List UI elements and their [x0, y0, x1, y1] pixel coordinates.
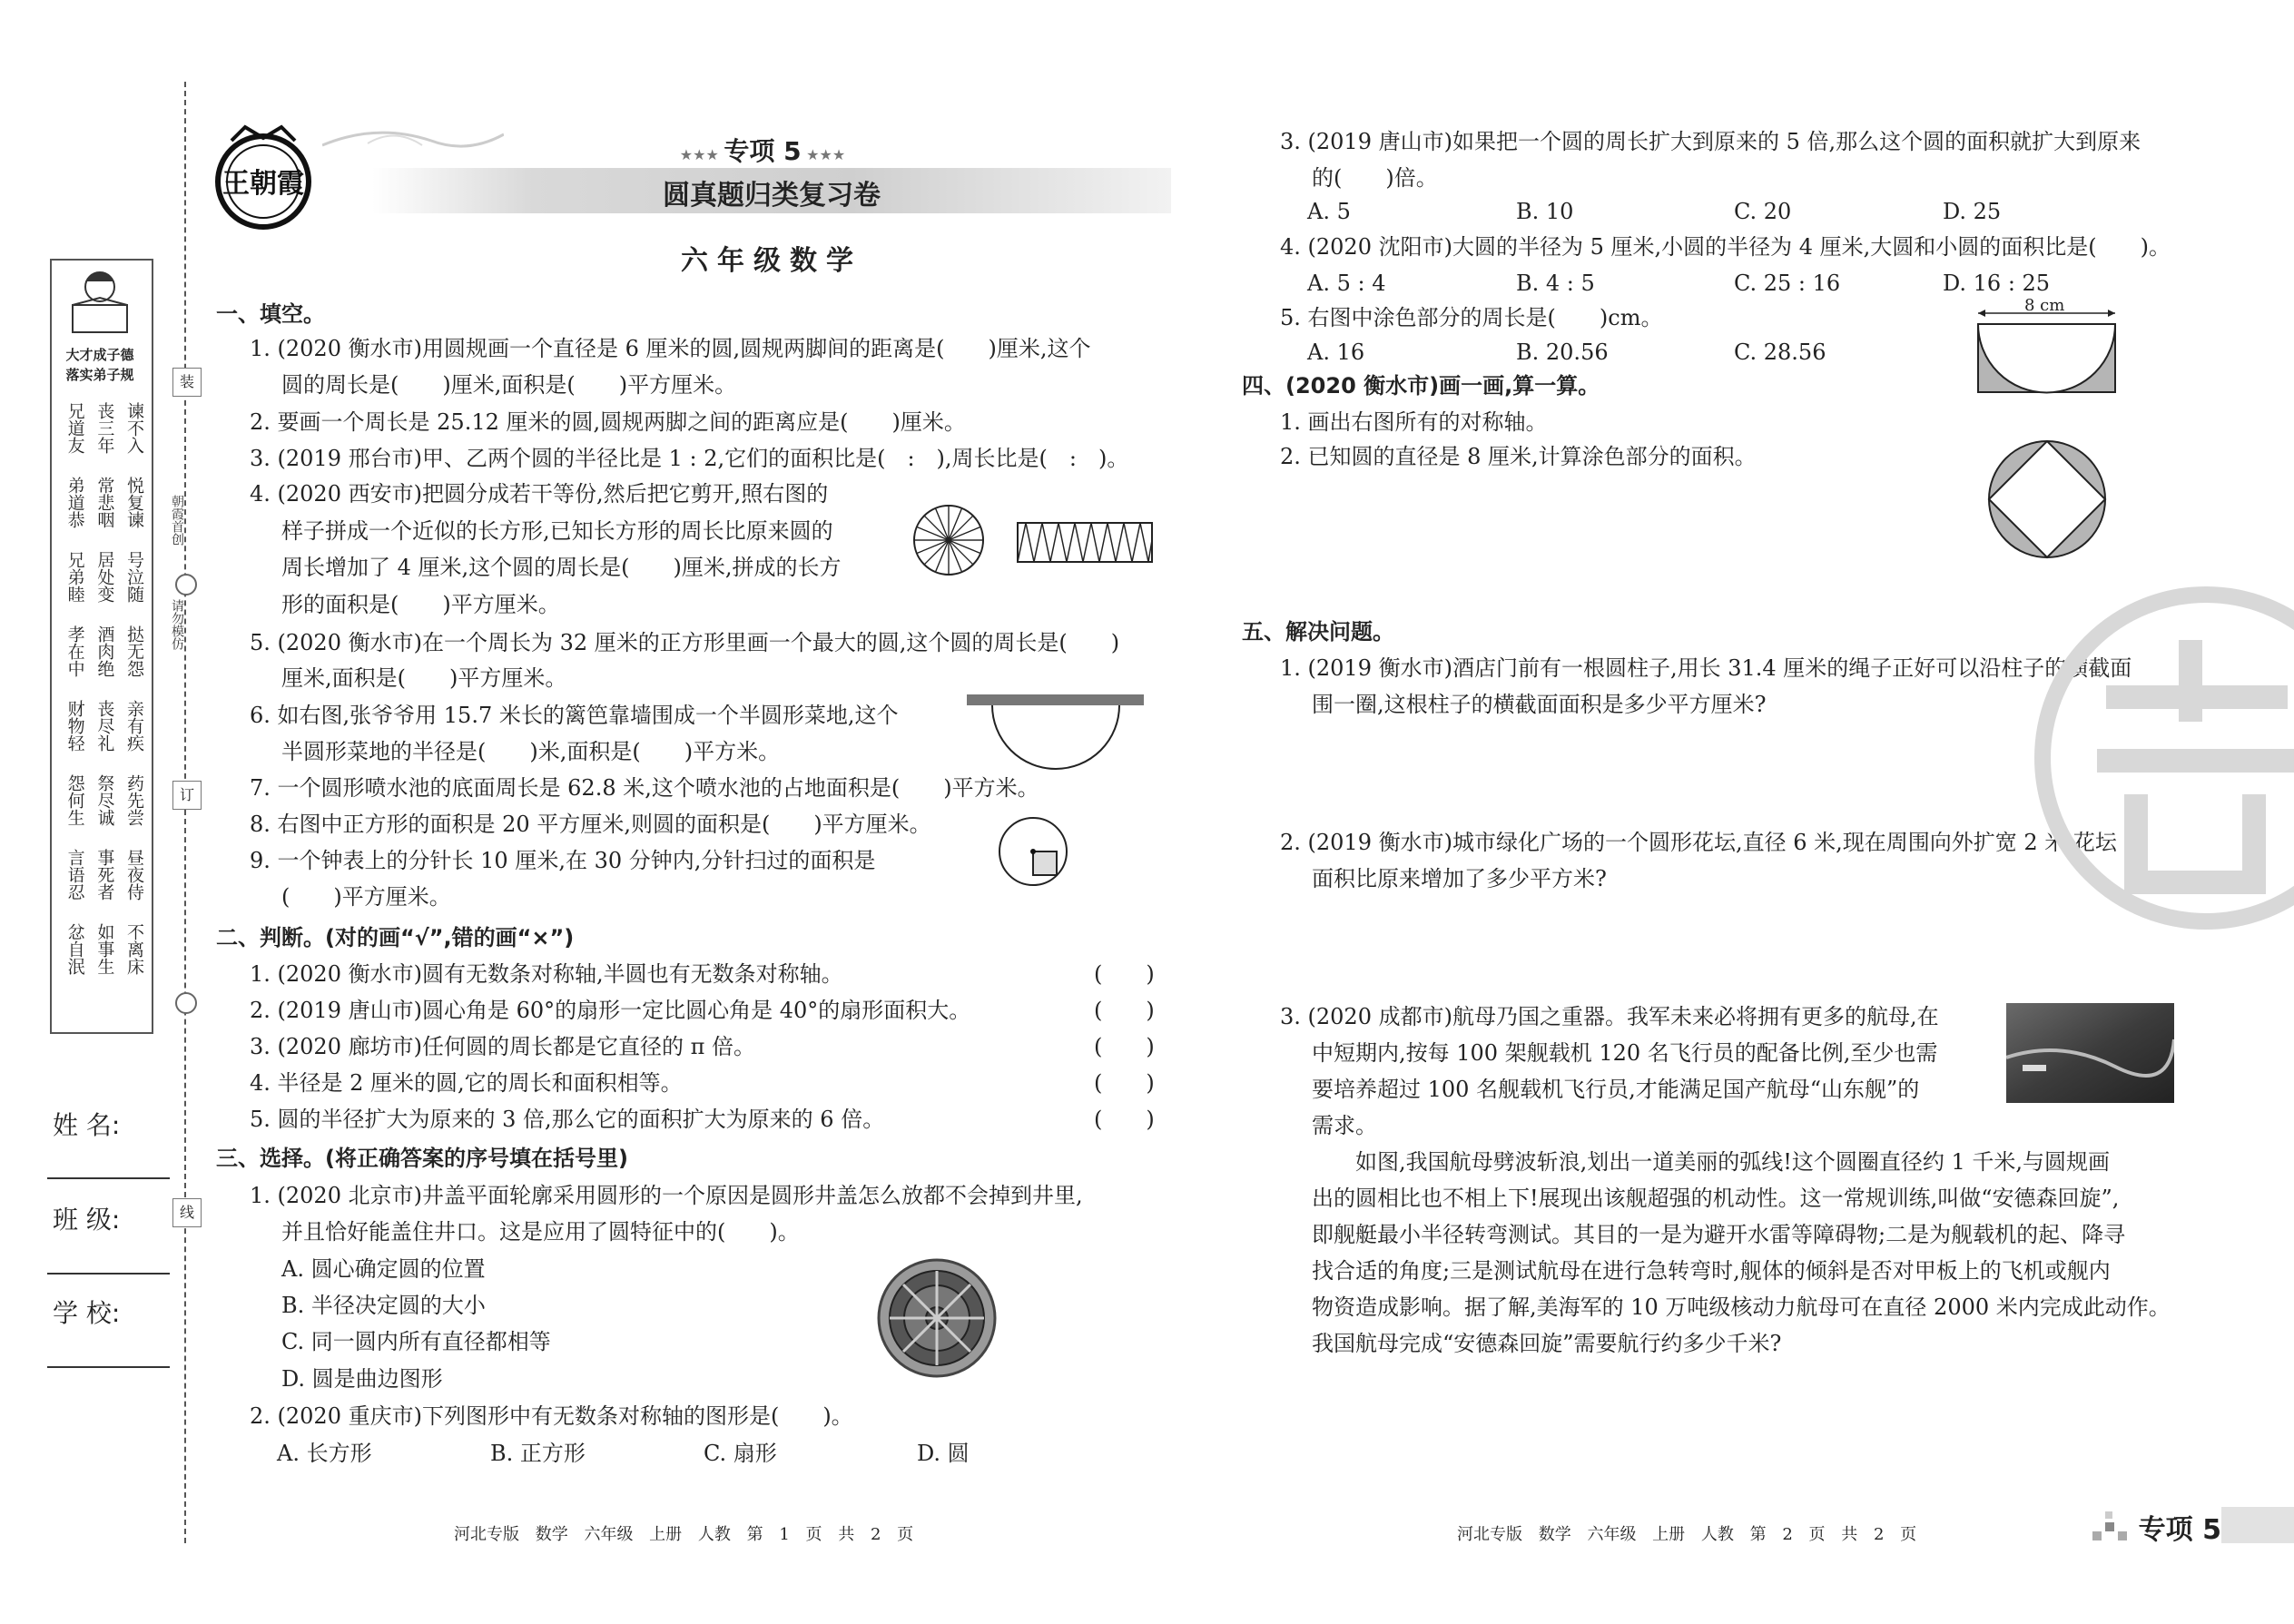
problem-line: 物资造成影响。据了解,美海军的 10 万吨级核动力航母可在直径 2000 米内完成此动作。 [1312, 1294, 2171, 1320]
secret-stamp-watermark [2024, 586, 2294, 967]
corner-dots-icon [2092, 1511, 2138, 1543]
brand-logo-icon [204, 118, 322, 236]
section-4-title: 四、(2020 衡水市)画一画,算一算。 [1242, 373, 1600, 399]
rule-phrase: 常悲咽 [94, 476, 115, 528]
problem-line: 3. (2020 成都市)航母乃国之重器。我军未来必将拥有更多的航母,在 [1280, 1004, 1939, 1029]
circle-inscribed-square-figure [1986, 438, 2109, 561]
rule-phrase: 丧尽礼 [94, 699, 115, 752]
fill-blank-line: 1. (2020 衡水市)用圆规画一个直径是 6 厘米的圆,圆规两脚间的距离是( )厘米,这个 [250, 336, 1091, 361]
choice-line: C. 同一圆内所有直径都相等 [281, 1329, 551, 1354]
problem-line: 即舰艇最小半径转弯测试。其目的一是为避开水雷等障碍物;二是为舰载机的起、降寻 [1312, 1222, 2126, 1247]
shaded-semicircle-figure [1974, 304, 2120, 395]
rule-phrase: 孝在中 [64, 625, 85, 677]
choice-option: C. 扇形 [704, 1441, 777, 1466]
choice-option: C. 25 : 16 [1734, 271, 1841, 296]
rule-phrase: 财物轻 [64, 699, 85, 752]
special-label-text: 专项 5 [724, 136, 802, 166]
choice-option: B. 正方形 [490, 1441, 586, 1466]
answer-parenthesis[interactable]: ( ) [1094, 961, 1155, 987]
rules-grid [56, 390, 145, 986]
rule-phrase: 亲有疾 [124, 699, 144, 752]
section-4-line-1: 1. 画出右图所有的对称轴。 [1280, 409, 1548, 435]
problem-line: 中短期内,按每 100 架舰载机 120 名飞行员的配备比例,至少也需 [1312, 1040, 1938, 1066]
fill-blank-line: 9. 一个钟表上的分针长 10 厘米,在 30 分钟内,分针扫过的面积是 [250, 848, 876, 873]
name-label: 姓 名: [53, 1110, 121, 1140]
problem-line: 需求。 [1312, 1113, 1377, 1138]
choice-line: 并且恰好能盖住井口。这是应用了圆特征中的( )。 [281, 1219, 800, 1245]
corner-label: 专项 5 [2138, 1514, 2221, 1546]
rule-phrase: 药先尝 [124, 773, 144, 826]
judgement-item: 4. 半径是 2 厘米的圆,它的周长和面积相等。 [250, 1070, 683, 1096]
problem-line: 出的圆相比也不相上下!展现出该舰超强的机动性。这一常规训练,叫做“安德森回旋”, [1312, 1186, 2120, 1211]
fill-blank-line: 6. 如右图,张爷爷用 15.7 米长的篱笆靠墙围成一个半圆形菜地,这个 [250, 703, 899, 728]
rule-phrase: 弟道恭 [64, 476, 85, 528]
problem-line: 要培养超过 100 名舰载机飞行员,才能满足国产航母“山东舰”的 [1312, 1077, 1920, 1102]
rule-phrase: 号泣随 [124, 550, 144, 603]
school-line[interactable] [47, 1366, 170, 1368]
semicircle-garden-figure [967, 694, 1144, 794]
cut-word-1: 装 [172, 368, 202, 397]
choice-option: D. 16 : 25 [1943, 271, 2051, 296]
choice-option: C. 28.56 [1734, 340, 1826, 365]
rule-phrase: 兄道友 [64, 401, 85, 454]
problem-line: 如图,我国航母劈波斩浪,划出一道美丽的弧线!这个圆圈直径约 1 千米,与圆规画 [1312, 1149, 2111, 1175]
section-4-line-2: 2. 已知圆的直径是 8 厘米,计算涂色部分的面积。 [1280, 444, 1757, 469]
choice-line: B. 半径决定圆的大小 [281, 1293, 486, 1318]
scholar-icon [64, 261, 136, 343]
answer-parenthesis[interactable]: ( ) [1094, 1107, 1155, 1132]
section-2-title: 二、判断。(对的画“√”,错的画“×”) [216, 925, 575, 950]
rule-phrase: 谏不入 [124, 401, 144, 454]
subject-title: 六年级数学 [681, 245, 862, 277]
rule-phrase: 酒肉绝 [94, 625, 115, 677]
choice-option: C. 20 [1734, 199, 1792, 224]
figure-width-label: 8 cm [2024, 296, 2065, 315]
ring-icon [175, 992, 197, 1014]
manhole-cover-figure [876, 1257, 999, 1380]
class-line[interactable] [47, 1273, 170, 1275]
fill-blank-line: 4. (2020 西安市)把圆分成若干等份,然后把它剪开,照右图的 [250, 481, 829, 507]
rules-head [53, 345, 147, 385]
zigzag-rect-figure [1017, 522, 1153, 563]
fill-blank-line: 半圆形菜地的半径是( )米,面积是( )平方米。 [281, 739, 781, 764]
page-title: 圆真题归类复习卷 [663, 180, 881, 212]
choice-option: A. 5 : 4 [1307, 271, 1386, 296]
choice-question: 4. (2020 沈阳市)大圆的半径为 5 厘米,小圆的半径为 4 厘米,大圆和小圆的面积比是( )。 [1280, 234, 2171, 260]
fill-blank-line: 7. 一个圆形喷水池的底面周长是 62.8 米,这个喷水池的占地面积是( )平方米。 [250, 775, 1039, 801]
fill-blank-line: 样子拼成一个近似的长方形,已知长方形的周长比原来圆的 [281, 518, 833, 544]
choice-question: 2. (2020 重庆市)下列图形中有无数条对称轴的图形是( )。 [250, 1403, 853, 1429]
name-line[interactable] [47, 1177, 170, 1179]
fill-blank-line: 周长增加了 4 厘米,这个圆的周长是( )厘米,拼成的长方 [281, 555, 842, 580]
section-1-title: 一、填空。 [216, 301, 325, 327]
section-5-title: 五、解决问题。 [1242, 619, 1394, 645]
choice-line: 1. (2020 北京市)井盖平面轮廓采用圆形的一个原因是圆形井盖怎么放都不会掉到井里, [250, 1183, 1083, 1208]
fill-blank-line: 圆的周长是( )厘米,面积是( )平方厘米。 [281, 372, 737, 398]
choice-option: B. 20.56 [1516, 340, 1609, 365]
ring-icon [175, 574, 197, 595]
choice-option: D. 25 [1943, 199, 2002, 224]
choice-option: A. 16 [1307, 340, 1365, 365]
answer-parenthesis[interactable]: ( ) [1094, 1070, 1155, 1096]
special-label: ★★★ 专项 5 ★★★ [679, 136, 846, 166]
rule-phrase: 言语忍 [64, 848, 85, 901]
aircraft-carrier-photo [2006, 1003, 2174, 1103]
rules-head-line: 大才成子德 [65, 347, 134, 363]
rule-phrase: 如事生 [94, 922, 115, 975]
choice-line: A. 圆心确定圆的位置 [281, 1256, 486, 1282]
rule-phrase: 昼夜侍 [124, 848, 144, 901]
footer-left: 河北专版 数学 六年级 上册 人教 第 1 页 共 2 页 [454, 1525, 914, 1544]
ribbon-icon [322, 118, 504, 163]
cut-word-3: 线 [172, 1198, 202, 1227]
choice-option: B. 10 [1516, 199, 1574, 224]
answer-parenthesis[interactable]: ( ) [1094, 1034, 1155, 1059]
problem-line: 我国航母完成“安德森回旋”需要航行约多少千米? [1312, 1331, 1782, 1356]
choice-option: A. 5 [1307, 199, 1351, 224]
choice-option: A. 长方形 [277, 1441, 372, 1466]
problem-line: 找合适的角度;三是测试航母在进行急转弯时,舰体的倾斜是否对甲板上的飞机或舰内 [1312, 1258, 2111, 1284]
problem-line: 1. (2019 衡水市)酒店门前有一根圆柱子,用长 31.4 厘米的绳子正好可以沿柱子的横截面 [1280, 655, 2132, 681]
fill-blank-line: 形的面积是( )平方厘米。 [281, 592, 560, 617]
choice-option: B. 4 : 5 [1516, 271, 1595, 296]
sector-circle-figure [912, 504, 985, 576]
problem-line: 2. (2019 衡水市)城市绿化广场的一个圆形花坛,直径 6 米,现在周围向外扩宽 2 米,花坛 [1280, 830, 2117, 855]
fill-blank-line: 3. (2019 邢台市)甲、乙两个圆的半径比是 1 : 2,它们的面积比是( : ),周长比是( : )。 [250, 446, 1129, 471]
judgement-item: 1. (2020 衡水市)圆有无数条对称轴,半圆也有无数条对称轴。 [250, 961, 843, 987]
corner-bar [2221, 1507, 2294, 1543]
school-label: 学 校: [53, 1298, 121, 1328]
rule-phrase: 挞无怨 [124, 625, 144, 677]
footer-right: 河北专版 数学 六年级 上册 人教 第 2 页 共 2 页 [1457, 1525, 1917, 1544]
judgement-item: 5. 圆的半径扩大为原来的 3 倍,那么它的面积扩大为原来的 6 倍。 [250, 1107, 885, 1132]
cut-word-2: 订 [172, 781, 202, 810]
fill-blank-line: 5. (2020 衡水市)在一个周长为 32 厘米的正方形里画一个最大的圆,这个圆的周长是( ) [250, 630, 1120, 655]
rule-phrase: 居处变 [94, 550, 115, 603]
problem-line: 面积比原来增加了多少平方米? [1312, 866, 1607, 891]
rule-phrase: 悦复谏 [124, 476, 144, 528]
svg-text:王朝霞: 王朝霞 [222, 168, 304, 200]
class-label: 班 级: [53, 1205, 121, 1235]
answer-parenthesis[interactable]: ( ) [1094, 998, 1155, 1023]
side-note-2: 请勿模仿 [170, 599, 184, 650]
rule-phrase: 怨何生 [64, 773, 85, 826]
choice-option: D. 圆 [917, 1441, 970, 1466]
fill-blank-line: 厘米,面积是( )平方厘米。 [281, 665, 567, 691]
fill-blank-line: ( )平方厘米。 [281, 884, 451, 910]
cut-line [184, 82, 186, 1543]
section-3-title: 三、选择。(将正确答案的序号填在括号里) [216, 1146, 628, 1171]
problem-line: 围一圈,这根柱子的横截面面积是多少平方厘米? [1312, 692, 1767, 717]
rule-phrase: 事死者 [94, 848, 115, 901]
rule-phrase: 忿自泯 [64, 922, 85, 975]
choice-question: 的( )倍。 [1312, 165, 1438, 191]
rule-phrase: 祭尽诚 [94, 773, 115, 826]
side-note-1: 朝霞首创 [170, 495, 184, 546]
fill-blank-line: 8. 右图中正方形的面积是 20 平方厘米,则圆的面积是( )平方厘米。 [250, 812, 931, 837]
fill-blank-line: 2. 要画一个周长是 25.12 厘米的圆,圆规两脚之间的距离应是( )厘米。 [250, 409, 966, 435]
judgement-item: 2. (2019 唐山市)圆心角是 60°的扇形一定比圆心角是 40°的扇形面积大。 [250, 998, 971, 1023]
circle-square-figure [997, 815, 1069, 888]
rule-phrase: 不离床 [124, 922, 144, 975]
rule-phrase: 兄弟睦 [64, 550, 85, 603]
rules-head-line: 落实弟子规 [65, 367, 134, 383]
rule-phrase: 丧三年 [94, 401, 115, 454]
choice-line: D. 圆是曲边图形 [281, 1366, 443, 1392]
choice-question: 3. (2019 唐山市)如果把一个圆的周长扩大到原来的 5 倍,那么这个圆的面积就扩大到原来 [1280, 129, 2141, 154]
choice-question: 5. 右图中涂色部分的周长是( )cm。 [1280, 305, 1663, 330]
judgement-item: 3. (2020 廊坊市)任何圆的周长都是它直径的 π 倍。 [250, 1034, 755, 1059]
